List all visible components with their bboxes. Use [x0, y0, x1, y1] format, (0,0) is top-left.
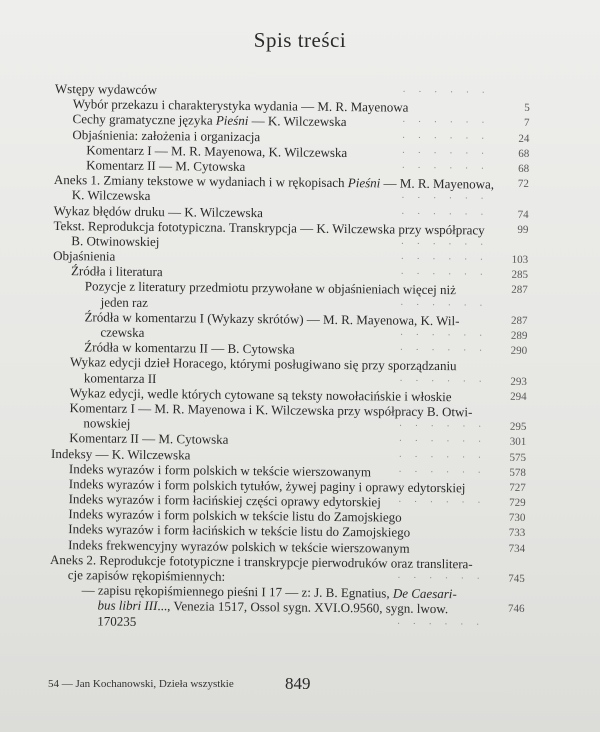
toc-entry-text — [86, 157, 245, 174]
leader-dots: · · · · · · — [401, 208, 489, 221]
entry-page-number: 103 — [511, 253, 529, 267]
entry-title: B. Otwinowskiej — [71, 233, 160, 249]
leader-dots: · · · · · · — [401, 162, 490, 175]
entry-title: Objaśnienia: założenia i organizacja — [72, 126, 261, 144]
entry-page-number: 99 — [517, 223, 529, 236]
entry-title: Pozycje z literatury przedmiotu przywołane w objaśnieniach więcej niż — [84, 278, 456, 298]
entry-italic: De Caesari- — [392, 585, 457, 602]
entry-title: Aneks 2. Reprodukcje fototypiczne i transkrypcje pierwodruków oraz translitera- — [49, 551, 473, 572]
entry-title: Źródła i literatura — [70, 263, 163, 280]
leader-dots: · · · · · · — [398, 435, 487, 448]
leader-dots: · · · · · · — [398, 420, 487, 433]
entry-title: Komentarz I — M. R. Mayenowa, K. Wilczewska — [86, 142, 348, 160]
entry-title: Wykaz błędów druku — K. Wilczewska — [53, 202, 264, 220]
entry-title: Indeks wyrazów i form łacińskiej części oprawy edytorskiej — [68, 491, 381, 510]
entry-title: jeden raz — [100, 294, 149, 310]
toc-entry-text — [100, 324, 144, 340]
entry-title: Indeks wyrazów i form polskich tytułów, żywej paginy i oprawy edytorskiej — [68, 476, 466, 496]
entry-page-number: 290 — [510, 344, 528, 358]
leader-dots: · · · · · · — [400, 268, 489, 281]
entry-title: Indeks wyrazów i form łacińskich w tekście listu do Zamojskiego — [68, 521, 411, 541]
leader-dots: · · · · · · — [400, 238, 489, 251]
entry-page-number: 5 — [524, 102, 530, 115]
entry-continuation: ..., Venezia 1517, Ossol sygn. XVI.O.9560, sygn. lwow. — [157, 598, 449, 617]
entry-page-number: 727 — [509, 481, 526, 494]
leader-dots: · · · · · · — [402, 86, 490, 99]
entry-page-number: 733 — [508, 527, 526, 540]
page-title: Spis treści — [253, 28, 347, 52]
entry-title: nowskiej — [83, 415, 131, 431]
entry-page-number: 285 — [511, 269, 529, 282]
entry-title: czewska — [100, 324, 145, 340]
entry-page-number: 294 — [510, 390, 527, 403]
entry-page-number: 301 — [509, 436, 527, 449]
entry-title: Indeksy — K. Wilczewska — [51, 445, 191, 462]
entry-title: 170235 — [97, 613, 137, 629]
toc-entry-text — [72, 187, 151, 203]
entry-title: cje zapisów rękopiśmiennych: — [67, 567, 226, 584]
entry-title: Aneks 1. Zmiany tekstowe w wydaniach i w rękopisach — [53, 172, 348, 191]
entry-page-number: 287 — [510, 314, 528, 327]
entry-page-number: 295 — [509, 420, 527, 434]
entry-title: — zapisu rękopiśmiennego pieśni I 17 — z: J. B. Egnatius, — [81, 582, 393, 601]
entry-title: Komentarz II — M. Cytowska — [86, 157, 246, 174]
toc-entry-text — [83, 415, 130, 431]
leader-dots: · · · · · · — [398, 466, 486, 479]
entry-page-number: 72 — [517, 177, 530, 191]
leader-dots: · · · · · · — [399, 344, 488, 357]
toc-entry-text — [51, 445, 190, 462]
entry-page-number: 729 — [509, 496, 526, 510]
leader-dots: · · · · · · — [398, 496, 486, 509]
entry-page-number: 68 — [518, 147, 530, 160]
entry-title: K. Wilczewska — [71, 187, 151, 204]
entry-title: Objaśnienia — [53, 248, 116, 264]
entry-page-number: 746 — [507, 603, 525, 616]
entry-title: Tekst. Reprodukcja fototypiczna. Transkrypcja — K. Wilczewska przy współpracy — [53, 217, 485, 238]
entry-page-number: 287 — [511, 284, 528, 297]
leader-dots: · · · · · · — [398, 451, 487, 464]
entry-page-number: 745 — [508, 572, 525, 585]
leader-dots: · · · · · · — [399, 329, 488, 342]
entry-title: Komentarz II — M. Cytowska — [69, 430, 229, 448]
toc-entry-text — [101, 294, 148, 310]
entry-title: Źródła w komentarzu II — B. Cytowska — [84, 339, 295, 357]
toc-entry-text — [55, 81, 157, 97]
leader-dots: · · · · · · — [401, 192, 489, 205]
entry-title: Cechy gramatyczne języka — [72, 111, 216, 129]
toc-entry-text — [97, 613, 136, 629]
entry-title: Wybór przekazu i charakterystyka wydania — M. R. Mayenowa — [72, 96, 409, 115]
entry-page-number: 24 — [518, 132, 530, 145]
entry-title: Indeks wyrazów i form polskich w tekście wierszowanym — [68, 460, 372, 480]
entry-italic: Pieśni — [215, 113, 249, 129]
entry-page-number: 293 — [510, 375, 527, 388]
table-of-contents — [49, 81, 530, 633]
leader-dots: · · · · · · — [402, 117, 490, 129]
entry-italic: bus libri III — [97, 597, 158, 614]
entry-page-number: 68 — [518, 162, 530, 175]
entry-page-number: 575 — [509, 451, 527, 464]
entry-continuation: — M. R. Mayenowa, — [380, 175, 495, 192]
entry-page-number: 730 — [508, 512, 526, 525]
footer-signature: 54 — Jan Kochanowski, Dzieła wszystkie — [48, 678, 234, 690]
toc-entry-text — [71, 233, 159, 249]
entry-title: Komentarz I — M. R. Mayenowa i K. Wilczewska przy współpracy B. Otwi- — [69, 400, 473, 420]
entry-title: Wykaz edycji, wedle których cytowane są teksty nowołacińskie i włoskie — [69, 384, 452, 404]
leader-dots: · · · · · · — [400, 253, 489, 266]
toc-entry-text — [69, 430, 228, 447]
entry-page-number: 289 — [510, 329, 528, 342]
entry-title: Źródła w komentarzu I (Wykazy skrótów) — M. R. Mayenowa, K. Wil- — [84, 309, 460, 329]
entry-page-number: 74 — [517, 208, 529, 221]
entry-title: Indeks frekwencyjny wyrazów polskich w tekście wierszowanym — [68, 536, 410, 556]
toc-entry-text — [53, 248, 115, 264]
leader-dots: · · · · · · — [401, 147, 490, 160]
toc-entry-text — [84, 370, 157, 386]
entry-page-number: 7 — [524, 117, 530, 130]
leader-dots: · · · · · · — [400, 299, 488, 312]
entry-title: Wykaz edycji dzieł Horacego, którymi posługiwano się przy sporządzaniu — [69, 354, 457, 374]
entry-page-number: 578 — [509, 466, 526, 479]
entry-title: komentarza II — [83, 369, 157, 386]
page-number: 849 — [285, 674, 311, 693]
entry-title: Indeks wyrazów i form polskich w tekście listu do Zamojskiego — [68, 506, 402, 525]
leader-dots: · · · · · · — [397, 572, 485, 585]
entry-italic: Pieśni — [347, 175, 381, 191]
entry-title: Wstępy wydawców — [54, 81, 158, 98]
entry-continuation: — K. Wilczewska — [248, 113, 347, 130]
leader-dots: · · · · · · — [396, 618, 485, 631]
toc-entry-text — [68, 567, 226, 584]
entry-page-number: 734 — [508, 542, 526, 555]
leader-dots: · · · · · · — [399, 375, 487, 388]
leader-dots: · · · · · · — [401, 132, 490, 145]
toc-entry-text — [71, 263, 163, 279]
